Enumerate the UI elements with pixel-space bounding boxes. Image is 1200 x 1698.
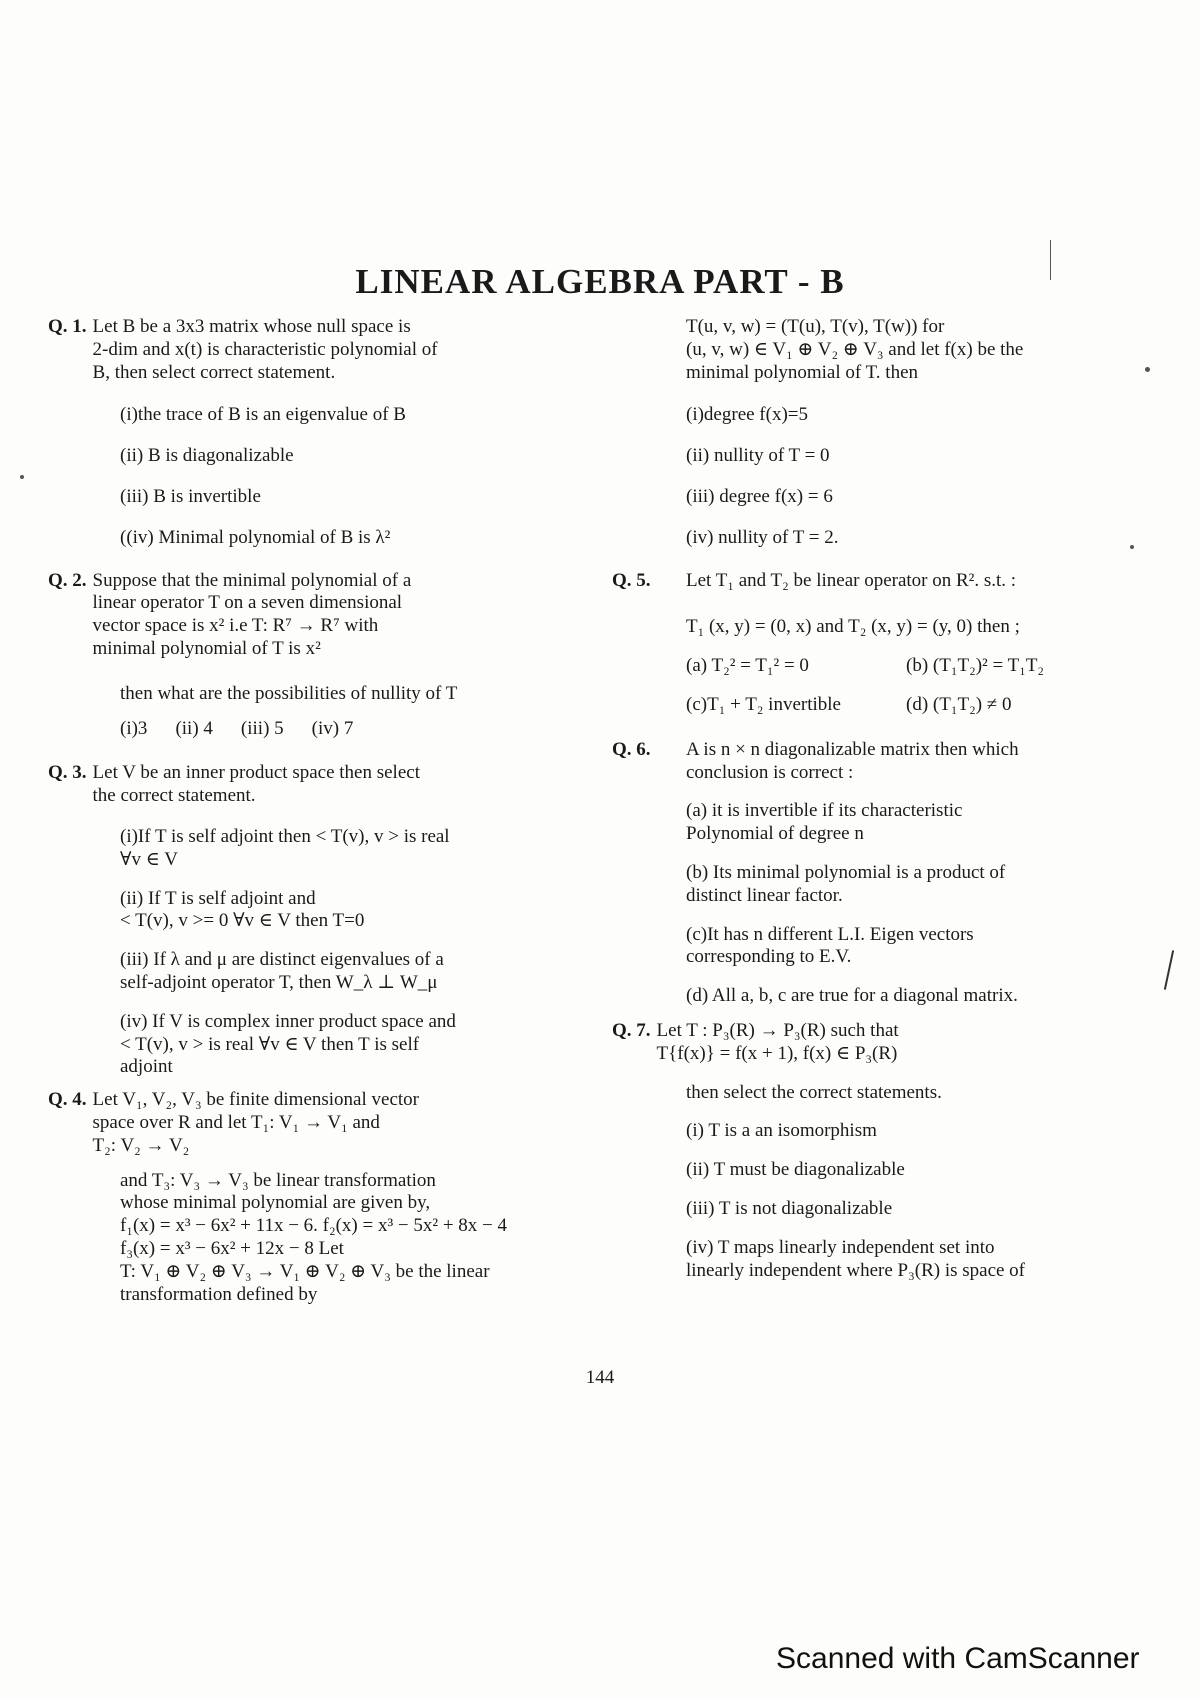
option: (iii) B is invertible <box>120 485 261 507</box>
option: (i)If T is self adjoint then < T(v), v > is real ∀v ∈ V <box>120 825 450 870</box>
question-text-continued: and T₃: V₃ → V₃ be linear transformation whose minimal polynomial are given by, f₁(x) = x³ − 6x² + 11x − 6. f₂(x) = x³ − 5x² + 8x − 4 f₃(x) = x³ − 6x² + 12x − 8 Let T: V₁ ⊕ V₂ ⊕ V₃ → V₁ ⊕ V₂ ⊕ V₃ be the linear transformation defined by <box>120 1169 508 1305</box>
question-text: Suppose that the minimal polynomial of a linear operator T on a seven dimensional vector space is x² i.e T: R⁷ → R⁷ with minimal polynomial of T is x² <box>92 569 412 659</box>
question-2 <box>48 570 608 741</box>
question-number: Q. 4. <box>48 1089 87 1111</box>
scan-speck <box>1145 367 1150 372</box>
question-text: Let T₁ and T₂ be linear operator on R². s.t. : <box>686 569 1017 591</box>
scanner-watermark: Scanned with CamScanner <box>776 1642 1140 1675</box>
scan-speck <box>1130 545 1134 549</box>
question-text: Let B be a 3x3 matrix whose null space is 2-dim and x(t) is characteristic polynomial of B, then select correct statement. <box>92 316 438 383</box>
option: (iv) 7 <box>311 717 354 739</box>
option: (ii) B is diagonalizable <box>120 445 294 467</box>
option: (b) Its minimal polynomial is a product of distinct linear factor. <box>686 861 1006 906</box>
question-text: A is n × n diagonalizable matrix then which conclusion is correct : <box>686 738 1019 783</box>
option: (i)the trace of B is an eigenvalue of B <box>120 404 406 426</box>
option: (i)degree f(x)=5 <box>686 404 809 426</box>
scan-line <box>1164 950 1174 990</box>
option-row <box>612 694 1132 717</box>
option: (iii) degree f(x) = 6 <box>686 485 833 507</box>
question-1 <box>48 316 608 550</box>
option: (c)T₁ + T₂ invertible <box>686 693 841 715</box>
question-number: Q. 2. <box>48 569 87 591</box>
option: (b) (T₁T₂)² = T₁T₂ <box>906 655 1045 677</box>
question-text: Let V be an inner product space then select the correct statement. <box>92 762 420 807</box>
option: (iii) T is not diagonalizable <box>686 1197 893 1219</box>
option: (ii) 4 <box>175 717 213 739</box>
option: (i) T is a an isomorphism <box>686 1120 877 1142</box>
option: (iii) 5 <box>240 717 284 739</box>
right-column <box>612 316 1132 1282</box>
question-text: Let T : P₃(R) → P₃(R) such that T{f(x)} = f(x + 1), f(x) ∈ P₃(R) <box>656 1019 899 1064</box>
question-number: Q. 5. <box>612 569 651 591</box>
left-column <box>48 316 608 1306</box>
question-6 <box>612 739 1132 1008</box>
scan-line <box>1050 240 1051 280</box>
option: (ii) If T is self adjoint and < T(v), v >= 0 ∀v ∈ V then T=0 <box>120 887 365 932</box>
question-4 <box>48 1089 608 1306</box>
question-4-continued <box>612 316 1132 550</box>
scan-speck <box>20 475 24 479</box>
option: (i)3 <box>120 717 148 739</box>
question-prompt: then what are the possibilities of nullity of T <box>120 682 458 704</box>
page-title: LINEAR ALGEBRA PART - B <box>355 262 845 301</box>
option: (a) T₂² = T₁² = 0 <box>686 655 809 677</box>
option: (ii) T must be diagonalizable <box>686 1159 905 1181</box>
question-text: Let V₁, V₂, V₃ be finite dimensional vector space over R and let T₁: V₁ → V₁ and T₂: V₂ → V₂ <box>92 1089 419 1156</box>
option: (iv) T maps linearly independent set into linearly independent where P₃(R) is space of <box>686 1236 1026 1281</box>
option: (iv) nullity of T = 2. <box>686 526 839 548</box>
option-row <box>48 718 608 741</box>
page-number: 144 <box>585 1367 615 1388</box>
question-5 <box>612 570 1132 717</box>
option: (d) All a, b, c are true for a diagonal matrix. <box>686 985 1018 1007</box>
question-7 <box>612 1020 1132 1282</box>
option: (d) (T₁T₂) ≠ 0 <box>906 693 1012 715</box>
question-text-continued: T₁ (x, y) = (0, x) and T₂ (x, y) = (y, 0) then ; <box>686 616 1020 638</box>
question-number: Q. 7. <box>612 1019 651 1041</box>
question-3 <box>48 762 608 1079</box>
question-number: Q. 6. <box>612 738 651 760</box>
question-text: T(u, v, w) = (T(u), T(v), T(w)) for (u, v, w) ∈ V₁ ⊕ V₂ ⊕ V₃ and let f(x) be the minimal polynomial of T. then <box>686 316 1024 383</box>
question-number: Q. 3. <box>48 762 87 784</box>
option: (ii) nullity of T = 0 <box>686 445 830 467</box>
option-row <box>612 655 1132 678</box>
question-prompt: then select the correct statements. <box>686 1081 942 1103</box>
option: (iii) If λ and μ are distinct eigenvalues of a self-adjoint operator T, then W_λ ⊥ W_μ <box>120 949 444 993</box>
option: (c)It has n different L.I. Eigen vectors corresponding to E.V. <box>686 923 974 968</box>
option: ((iv) Minimal polynomial of B is λ² <box>120 526 391 548</box>
option: (iv) If V is complex inner product space and < T(v), v > is real ∀v ∈ V then T is self adjoint <box>120 1010 456 1078</box>
option: (a) it is invertible if its characteristic Polynomial of degree n <box>686 800 963 845</box>
question-number: Q. 1. <box>48 316 87 337</box>
